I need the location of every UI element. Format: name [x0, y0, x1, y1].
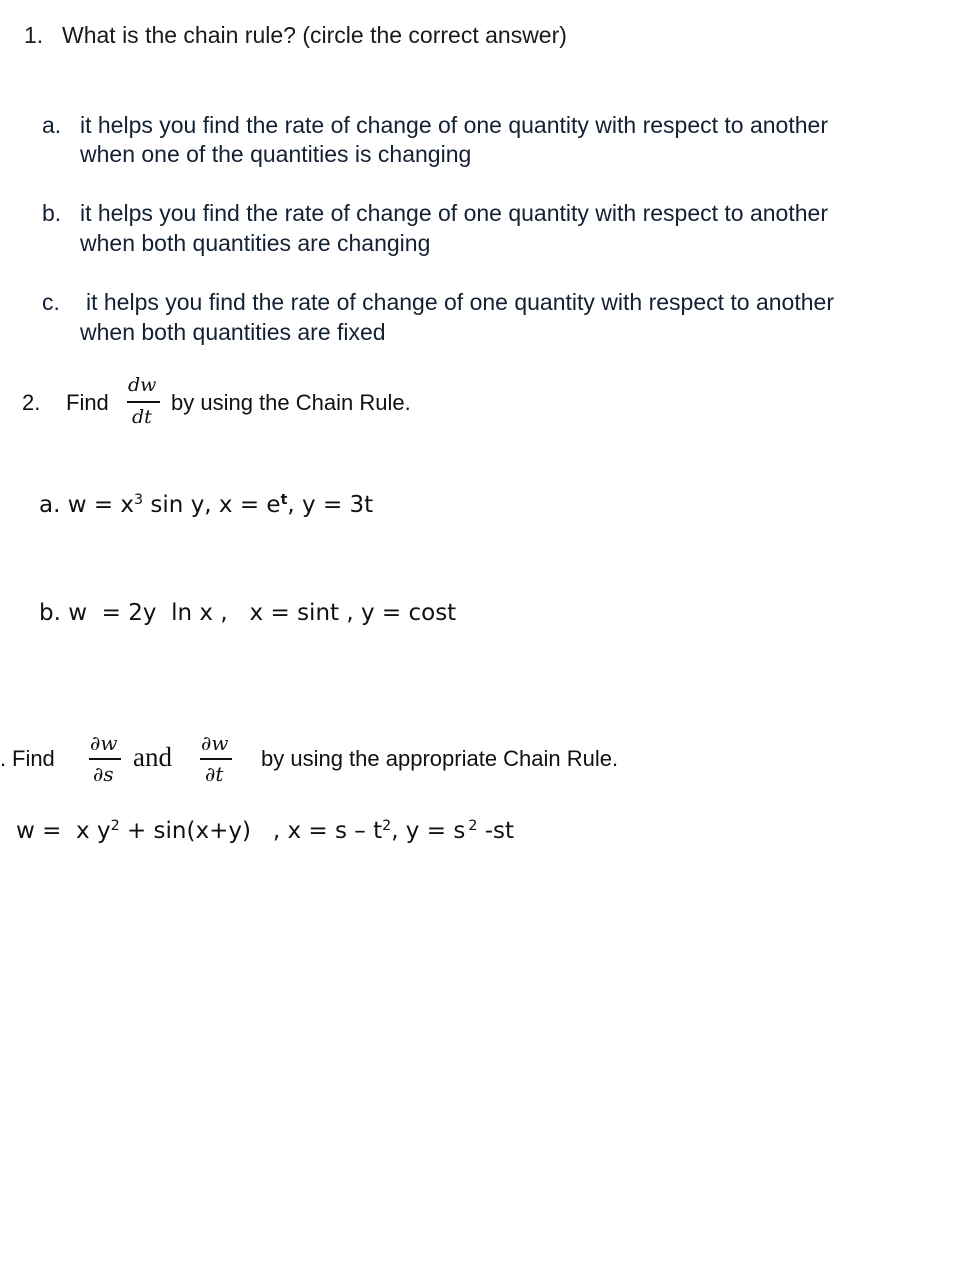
- part-2a-label: a.: [39, 492, 61, 518]
- question-3-find-label: Find: [12, 746, 55, 771]
- partial-s-denominator: ∂s: [93, 762, 114, 786]
- question-1-number: 1.: [24, 22, 44, 48]
- question-2-number: 2.: [22, 390, 41, 415]
- fraction-bar: [89, 758, 121, 760]
- equation-part-1: w = x y: [16, 818, 111, 844]
- part-2a: [39, 492, 373, 518]
- fraction-bar: [200, 758, 232, 760]
- part-2a-w-exponent: 3: [134, 492, 144, 509]
- question-2-suffix: by using the Chain Rule.: [171, 390, 411, 415]
- equation-exponent-2: 2: [382, 818, 392, 835]
- part-2a-w-rest: sin y, x = e: [143, 492, 281, 518]
- question-1-prompt: What is the chain rule? (circle the correct answer): [62, 22, 567, 48]
- part-2a-y-expr: , y = 3t: [287, 492, 374, 518]
- question-2-find-label: Find: [66, 390, 109, 415]
- and-label: and: [133, 742, 172, 772]
- part-2b-expression: w = 2y ln x , x = sint , y = cost: [68, 600, 457, 626]
- equation-part-2: + sin(x+y) , x = s – t: [119, 818, 383, 844]
- question-3-suffix: by using the appropriate Chain Rule.: [261, 746, 619, 771]
- question-3-number: .: [0, 746, 7, 771]
- option-b-letter[interactable]: b.: [42, 200, 62, 226]
- option-a-line-1[interactable]: it helps you find the rate of change of one quantity with respect to another: [80, 112, 828, 138]
- option-b-line-2[interactable]: when both quantities are changing: [80, 230, 431, 256]
- option-a-line-2[interactable]: when one of the quantities is changing: [80, 141, 472, 167]
- part-2a-x-exponent: t: [280, 492, 288, 509]
- part-2b-label: b.: [39, 600, 61, 626]
- partial-w-numerator-1: ∂w: [90, 731, 118, 755]
- option-a-letter[interactable]: a.: [42, 112, 62, 138]
- part-2b: [39, 600, 456, 626]
- part-2a-w-expr: w = x: [67, 492, 135, 518]
- dt-denominator: dt: [132, 406, 152, 428]
- equation-part-3: , y = s: [391, 818, 466, 844]
- question-3-equation: [16, 818, 514, 844]
- equation-part-4: -st: [477, 818, 515, 844]
- dw-numerator: dw: [128, 374, 157, 396]
- option-b-line-1[interactable]: it helps you find the rate of change of one quantity with respect to another: [80, 200, 828, 226]
- option-c-letter[interactable]: c.: [42, 289, 60, 315]
- equation-exponent-3: 2: [468, 818, 478, 835]
- option-c-line-1[interactable]: it helps you find the rate of change of one quantity with respect to another: [86, 289, 834, 315]
- option-c-line-2[interactable]: when both quantities are fixed: [80, 319, 386, 345]
- partial-w-numerator-2: ∂w: [201, 731, 229, 755]
- fraction-bar: [127, 401, 160, 403]
- partial-t-denominator: ∂t: [205, 762, 224, 786]
- equation-exponent-1: 2: [110, 818, 120, 835]
- question-1: [24, 22, 43, 49]
